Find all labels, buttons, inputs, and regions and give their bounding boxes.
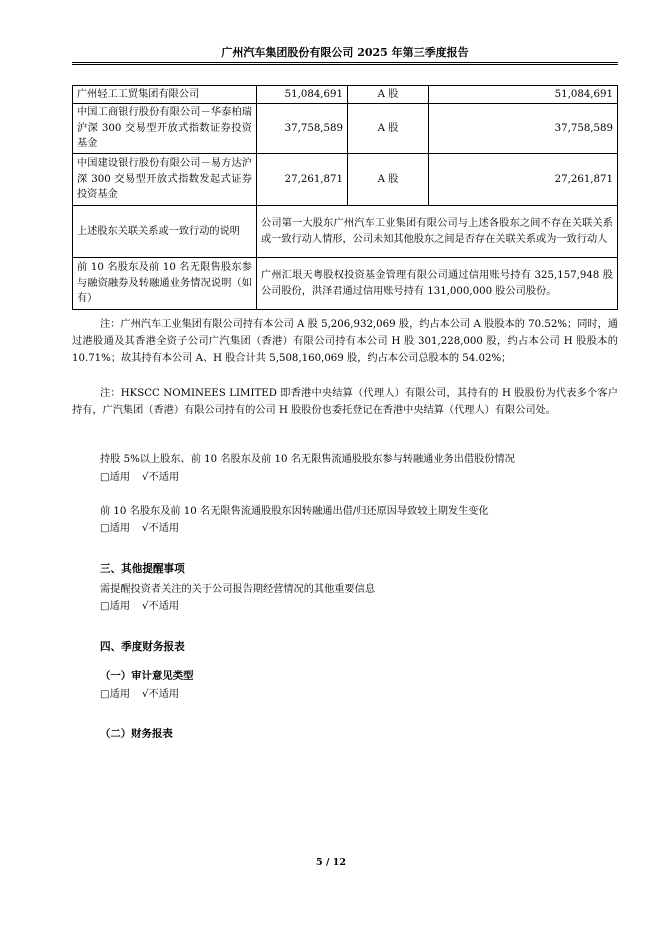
section-3-options	[100, 598, 618, 615]
lending-options	[100, 469, 618, 486]
page-number: 5 / 12	[316, 857, 346, 868]
not-applicable-checkbox: √不适用	[142, 523, 180, 534]
holder-count: 37,758,589	[257, 104, 348, 154]
shareholders-table	[72, 85, 618, 310]
note-hkscc: 注：HKSCC NOMINEES LIMITED 即香港中央结算（代理人）有限公司，其持有的 H 股股份为代表多个客户持有，广汽集团（香港）有限公司持有的公司 H 股股份也委托登记在香港中央结算（代理人）有限公司处。	[72, 388, 618, 416]
table-row	[73, 258, 618, 310]
holder-count: 51,084,691	[257, 86, 348, 104]
table-row	[73, 104, 618, 154]
section-3-text: 需提醒投资者关注的关于公司报告期经营情况的其他重要信息	[100, 584, 376, 595]
not-applicable-checkbox: √不适用	[142, 472, 180, 483]
margin-text: 广州汇垠天粤股权投资基金管理有限公司通过信用账号持有 325,157,948 股公司股份，洪泽君通过信用账号持有 131,000,000 股公司股份。	[257, 258, 618, 310]
not-applicable-checkbox: √不适用	[142, 689, 180, 700]
relation-text: 公司第一大股东广州汽车工业集团有限公司与上述各股东之间不存在关联关系或一致行动人情形，公司未知其他股东之间是否存在关联关系或为一致行动人	[257, 206, 618, 258]
holder-count: 27,261,871	[257, 154, 348, 206]
holder-name: 广州轻工工贸集团有限公司	[73, 86, 257, 104]
not-applicable-checkbox: √不适用	[142, 601, 180, 612]
share-quantity: 27,261,871	[429, 154, 618, 206]
holder-name: 中国建设银行股份有限公司－易方达沪深 300 交易型开放式指数发起式证券投资基金	[73, 154, 257, 206]
audit-opinion-heading: （一）审计意见类型	[100, 670, 194, 682]
share-class: A 股	[348, 154, 429, 206]
note-controlling-holder: 注：广州汽车工业集团有限公司持有本公司 A 股 5,206,932,069 股，约占本公司 A 股股本的 70.52%；同时，通过港股通及其香港全资子公司广汽集团（香港）有限公司持有本公司 H 股 301,228,000 股，约占本公司 H 股股本的 10.71%；故其持有本公司 A、H 股合计共 5,508,160,069 股，约占本公司总股本的 54.02%；	[72, 319, 618, 364]
table-row	[73, 154, 618, 206]
section-3-heading: 三、其他提醒事项	[100, 563, 185, 575]
share-class: A 股	[348, 104, 429, 154]
table-row	[73, 206, 618, 258]
page-header: 广州汽车集团股份有限公司 2025 年第三季度报告	[221, 46, 469, 59]
table-row	[73, 86, 618, 104]
lending-title: 持股 5%以上股东、前 10 名股东及前 10 名无限售流通股股东参与转融通业务出借股份情况	[100, 454, 515, 465]
audit-options	[100, 686, 618, 703]
header-rule-inner	[72, 64, 618, 65]
change-title: 前 10 名股东及前 10 名无限售流通股股东因转融通出借/归还原因导致较上期发生变化	[100, 506, 489, 517]
share-class: A 股	[348, 86, 429, 104]
financial-statements-heading: （二）财务报表	[100, 728, 173, 740]
change-options	[100, 520, 618, 537]
section-4-heading: 四、季度财务报表	[100, 641, 185, 653]
share-quantity: 37,758,589	[429, 104, 618, 154]
relation-label: 上述股东关联关系或一致行动的说明	[73, 206, 257, 258]
margin-label: 前 10 名股东及前 10 名无限售股东参与融资融券及转融通业务情况说明（如有）	[73, 258, 257, 310]
applicable-checkbox: □适用	[100, 689, 131, 700]
holder-name: 中国工商银行股份有限公司－华泰柏瑞沪深 300 交易型开放式指数证券投资基金	[73, 104, 257, 154]
share-quantity: 51,084,691	[429, 86, 618, 104]
header-rule	[72, 62, 618, 63]
applicable-checkbox: □适用	[100, 601, 131, 612]
applicable-checkbox: □适用	[100, 523, 131, 534]
applicable-checkbox: □适用	[100, 472, 131, 483]
